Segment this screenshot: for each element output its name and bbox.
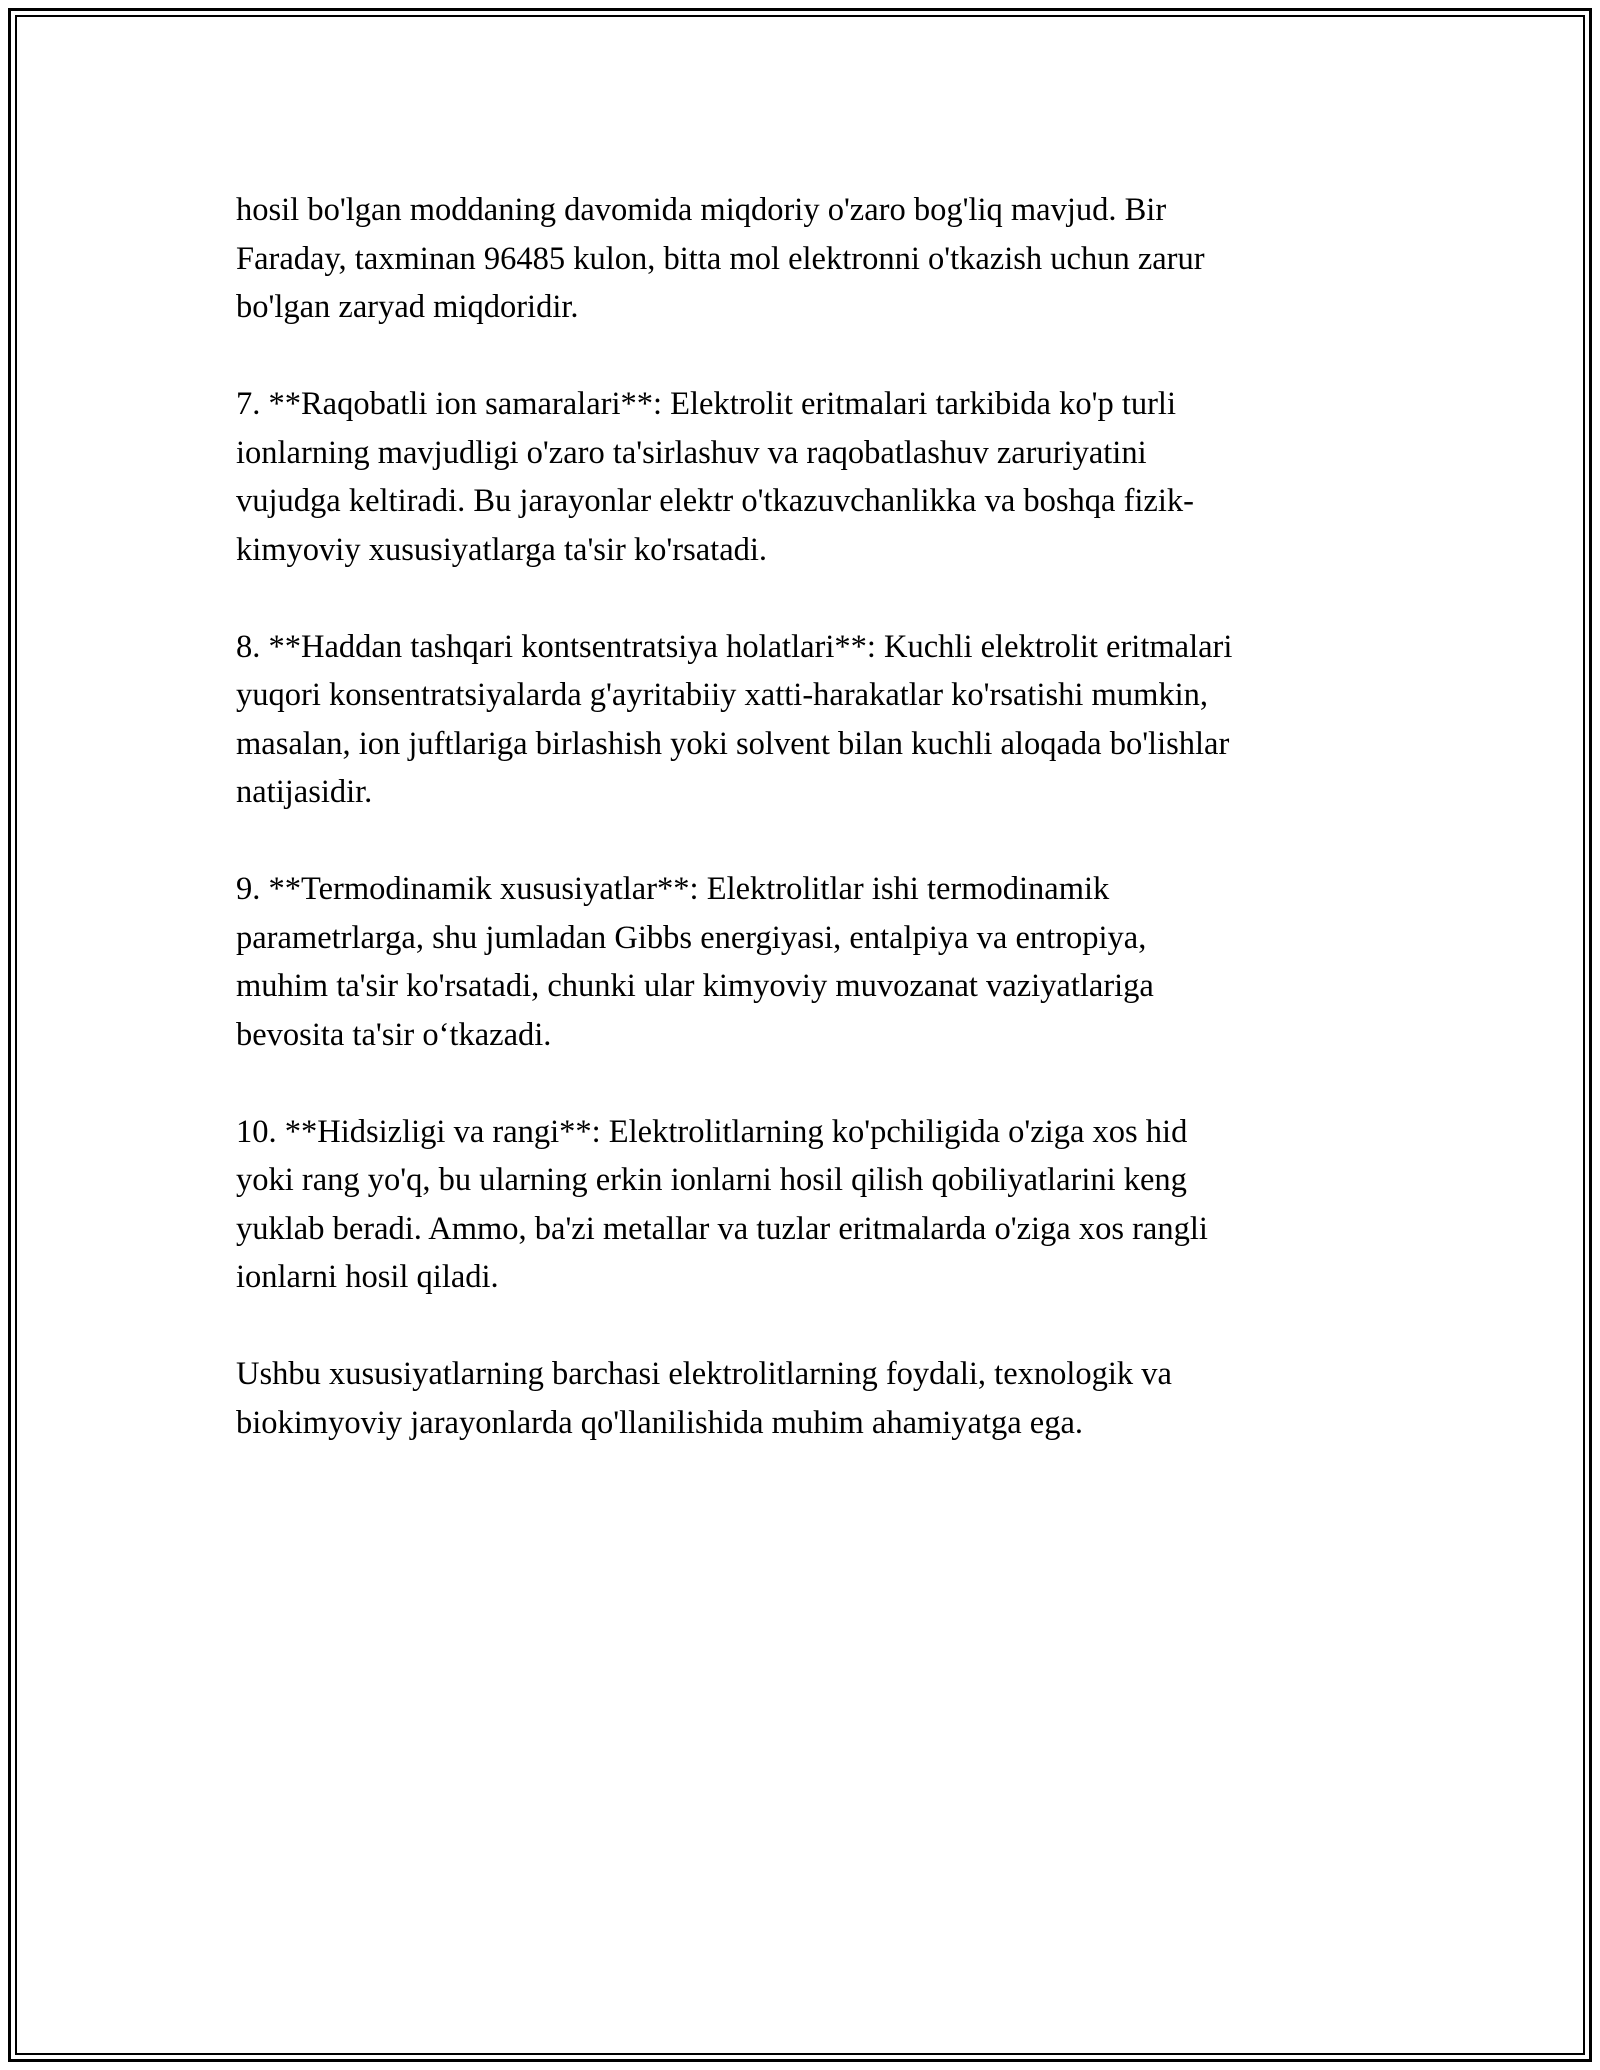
paragraph-concentration-states: 8. **Haddan tashqari kontsentratsiya holatlari**: Kuchli elektrolit eritmalari yuqori konsentratsiyalarda g'ayritabiiy xatti-harakatlar ko'rsatishi mumkin, masalan, ion juftlariga birlashish yoki solvent bilan kuchli aloqada bo'lishlar natijasidir. <box>236 628 1233 810</box>
document-body <box>236 186 1376 1496</box>
paragraph-faraday: hosil bo'lgan moddaning davomida miqdoriy o'zaro bog'liq mavjud. Bir Faraday, taxminan 96485 kulon, bitta mol elektronni o'tkazish uchun zarur bo'lgan zaryad miqdoridir. <box>236 192 1205 325</box>
paragraph-odor-and-color: 10. **Hidsizligi va rangi**: Elektrolitlarning ko'pchiligida o'ziga xos hid yoki rang yo'q, bu ularning erkin ionlarni hosil qilish qobiliyatlarini keng yuklab beradi. Ammo, ba'zi metallar va tuzlar eritmalarda o'ziga xos rangli ionlarni hosil qiladi. <box>236 1113 1208 1295</box>
paragraph-conclusion: Ushbu xususiyatlarning barchasi elektrolitlarning foydali, texnologik va biokimyoviy jarayonlarda qo'llanilishida muhim ahamiyatga ega. <box>236 1356 1172 1441</box>
paragraph-thermodynamic-properties: 9. **Termodinamik xususiyatlar**: Elektrolitlar ishi termodinamik parametrlarga, shu jumladan Gibbs energiyasi, entalpiya va entropiya, muhim ta'sir ko'rsatadi, chunki ular kimyoviy muvozanat vaziyatlariga bevosita ta'sir o‘tkazadi. <box>236 871 1154 1053</box>
paragraph-competing-ion-effects: 7. **Raqobatli ion samaralari**: Elektrolit eritmalari tarkibida ko'p turli ionlarning mavjudligi o'zaro ta'sirlashuv va raqobatlashuv zaruriyatini vujudga keltiradi. Bu jarayonlar elektr o'tkazuvchanlikka va boshqa fizik- kimyoviy xususiyatlarga ta'sir ko'rsatadi. <box>236 386 1194 568</box>
